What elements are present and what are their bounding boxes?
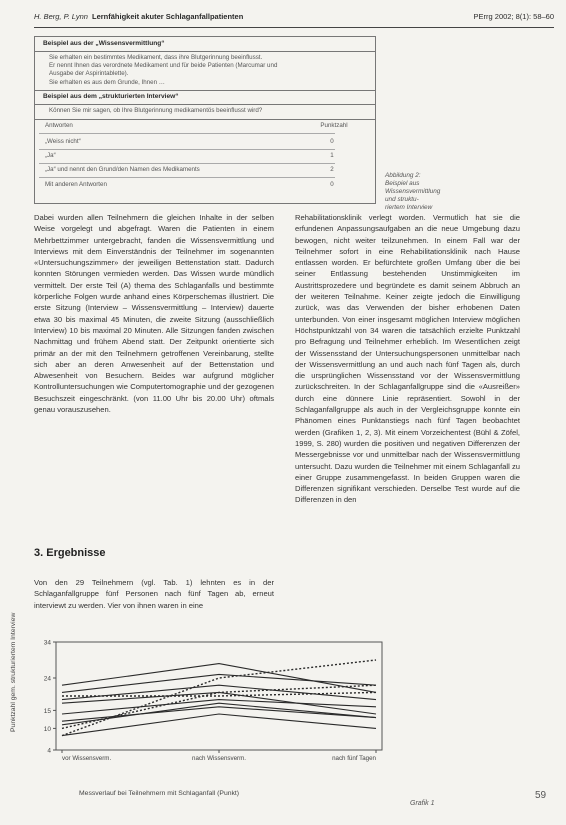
answer-points: 2 [330,166,334,173]
chart-x-axis-title: Messverlauf bei Teilnehmern mit Schlaganfall (Punkt) [79,790,240,797]
box-line: Sie erhalten ein bestimmtes Medikament, dass ihre Blutgerinnung beeinflusst. [49,54,263,61]
answers-col-label: Antworten [45,122,73,129]
answer-text: Mit anderen Antworten [45,181,107,188]
y-tick-label: 24 [43,675,51,683]
answer-text: „Ja“ und nennt den Grund/den Namen des Medikaments [45,166,200,173]
x-tick-label: vor Wissensverm. [62,755,112,762]
answer-row [39,138,369,147]
box-question: Können Sie mir sagen, ob Ihre Blutgerinnung medikamentös beeinflusst wird? [49,107,263,114]
answers-divider [39,177,335,178]
y-tick-label: 34 [43,639,51,647]
line-chart [34,636,389,786]
answer-points: 0 [330,181,334,188]
box-line: Ausgabe der Aspirintablette). [49,70,129,77]
answers-divider [39,133,335,134]
page-header [34,10,554,26]
box-line: Er nennt Ihnen das verordnete Medikament und für beide Patienten (Marcumar und [49,62,278,69]
y-tick-label: 4 [47,747,51,755]
answers-divider [39,149,335,150]
caption-line: Wissensvermittlung und struktu- [385,188,441,203]
box-line: Sie erhalten es aus dem Grunde, Ihnen … [49,79,165,86]
y-tick-label: 10 [43,725,51,733]
box-section1-title: Beispiel aus der „Wissensvermittlung“ [43,40,165,47]
body-text-right: Rehabilitationsklinik verlegt worden. Vermutlich hat sie die erfundenen Anpassungsaufgaben an die neue Umgebung dazu bewogen, nicht weiter teilzunehmen. In einem Fall war der Teilnehmer sofort in eine Rehabilitationsklinik nach Hause entlassen worden. Er befürchtete großen Umfang über die bei seiner Entlassung bestehenden Unstimmigkeiten im Austrittsprozedere und begründete es damit seinem Abbruch an der weiteren Teilnahme. Keiner zeigte jedoch die Einwilligung zurück, was das Verwenden der bisher erhobenen Daten unterbunden. Von einer insgesamt möglichen Interview möglichen Höchstpunktzahl von 34 waren die tatsächlich erzielte Punktzahl pro Befragung und Teilnehmer erheblich. Im Wesentlichen zeigt der Wissensstand der Untersuchungspersonen unmittelbar nach der Wissensvermittlung an und auch nach fünf Tagen als, durch die ursprünglichen Wissensstand vor der Wissensvermittlung zurückschreiten. In der Schlaganfallgruppe sind die «Ausreißer» durch eine dünnere Linie repräsentiert. Sowohl in der Schlaganfallgruppe als auch in der Vergleichsgruppe konnte ein Phänomen eines Punktanstiegs nach fünf Tagen beobachtet werden (Grafiken 1, 2, 3). Mit einem Vorzeichentest (Bühl & Zöfel, 1999, S. 280) wurden die positiven und negativen Differenzen der Messergebnisse vor und unmittelbar nach der Wissensvermittlung untersucht. Dazu wurden die Teilnehmer mit einem Schlaganfall zu einer Gruppe zusammengefasst. In beiden Gruppen waren die Differenzen signifikant verschieden. Derselbe Test wurde auf die Differenzen in den [295,213,520,505]
box-divider [35,90,375,91]
box-divider [35,104,375,105]
body-text-left-results: Von den 29 Teilnehmern (vgl. Tab. 1) lehnten es in der Schlaganfallgruppe fünf Personen nach fünf Tagen ab, erneut interviewt zu werden. Vier von ihnen waren in eine [34,578,274,610]
body-text-left: Dabei wurden allen Teilnehmern die gleichen Inhalte in der selben Weise vorgelegt und abgefragt. Waren die Patienten in einem Mehrbettzimmer untergebracht, fanden die Wissensvermittlung und Interviews mit dem Einverständnis der Teilnehmer im sogenannten «Untersuchungszimmer» der jeweiligen Bettenstation statt. Dadurch konnten Störungen vermieden werden. Das Wissen wurde mündlich vermittelt. Der erste Teil (A) thema des Schlaganfalls und bestimmte körperliche Folgen wurde anhand eines Körperschemas illustriert. Die erste Sitzung (Interview – Wissensvermittlung – Interview) dauerte etwa 30 bis maximal 45 Minuten, die zweite Sitzung (ausschließlich Interview) 10 bis maximal 20 Minuten. Alle Sitzungen fanden zwischen Nachmittag und frühem Abend statt. Der Zeitpunkt orientierte sich primär an der mit den Teilnehmern getroffenen Vereinbarung, stellte sich aber an deren Anwesenheit auf der Bettenstation und Abwesenheit von Besuchern. Beides war aufgrund möglicher Kontrolluntersuchungen wie Computertomographie und der gezogenen Besuchszeit eingeschränkt. (von 11.00 Uhr bis 20.00 Uhr) oftmals genau vorauszusehen. [34,213,274,415]
answers-divider [39,163,335,164]
answer-row [39,166,369,175]
points-col-label: Punktzahl [320,122,348,129]
header-rule [34,27,554,28]
answer-row [39,152,369,161]
answer-text: „Ja“ [45,152,56,159]
caption-line: Abbildung 2: Beispiel aus [385,172,421,187]
header-title: Lernfähigkeit akuter Schlaganfallpatienten [92,12,244,21]
y-tick-label: 15 [43,707,51,715]
box-divider [35,51,375,52]
x-tick-label: nach fünf Tagen [332,755,376,762]
header-authors: H. Berg, P. Lynn [34,12,88,21]
example-box [34,36,376,204]
header-journal: PErrg 2002; 8(1): 58–60 [473,12,554,21]
answers-header [39,122,369,131]
box-section2-title: Beispiel aus dem „strukturierten Interview“ [43,93,179,100]
caption-line: riertem Interview [385,204,433,211]
x-tick-label: nach Wissensverm. [192,755,246,762]
answer-row [39,181,369,190]
series-line [62,664,376,693]
section-heading: 3. Ergebnisse [34,547,106,559]
chart-y-axis-label: Punktzahl gem. strukturiertem Interview [10,612,17,732]
answer-points: 1 [330,152,334,159]
answer-points: 0 [330,138,334,145]
page-number: 59 [535,790,547,801]
answer-text: „Weiss nicht“ [45,138,81,145]
figure-label: Grafik 1 [410,800,435,807]
box-divider [35,119,375,120]
figure-caption [385,172,443,212]
